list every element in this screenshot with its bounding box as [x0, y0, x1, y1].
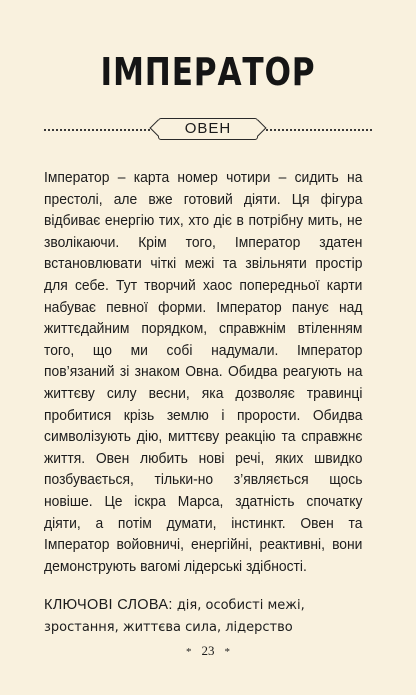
badge-left-point [150, 120, 167, 137]
page-number: 23 [201, 643, 215, 658]
keywords-line [44, 594, 378, 638]
badge-right-point [250, 120, 267, 137]
zodiac-sign-label: ОВЕН [184, 120, 232, 137]
dotted-divider-right [266, 129, 372, 131]
star-icon-right: * [224, 646, 230, 658]
keywords-list: дія, особисті межі, зростання, життєва сила, лідерство [44, 598, 305, 635]
dotted-divider-left [44, 129, 150, 131]
star-icon-left: * [186, 646, 192, 658]
zodiac-sign-row [44, 118, 372, 142]
page-footer [0, 643, 416, 660]
page-title: ІМПЕРАТОР [100, 50, 316, 94]
zodiac-sign-badge [158, 118, 258, 140]
body-paragraph: Імператор – карта номер чотири – сидить на престолі, але вже готовий діяти. Ця фігура відбиває енергію тих, хто діє в потрібну мить, не зволікаючи. Крім того, Імператор здатен встановлювати чіткі межі та звільняти простір для себе. Тут творчий хаос попередньої карти набуває певної форми. Імператор панує над життєдайним порядком, справжнім втіленням того, що ми собі надумали. Імператор пов’язаний зі знаком Овна. Обидва реагують на життєву силу весни, яка дозволяє травинці пробитися крізь землю і прорости. Обидва символізують дію, миттєву реакцію та справжнє життя. Овен любить нові речі, яких швидко позбувається, тільки-но з’являється щось новіше. Це іскра Марса, здатність спочатку діяти, а потім думати, інстинкт. Овен та Імператор войовничі, енергійні, реактивні, вони демонструють вагомі лідерські здібності. [44, 170, 363, 575]
keywords-label: КЛЮЧОВІ СЛОВА: [44, 597, 173, 613]
